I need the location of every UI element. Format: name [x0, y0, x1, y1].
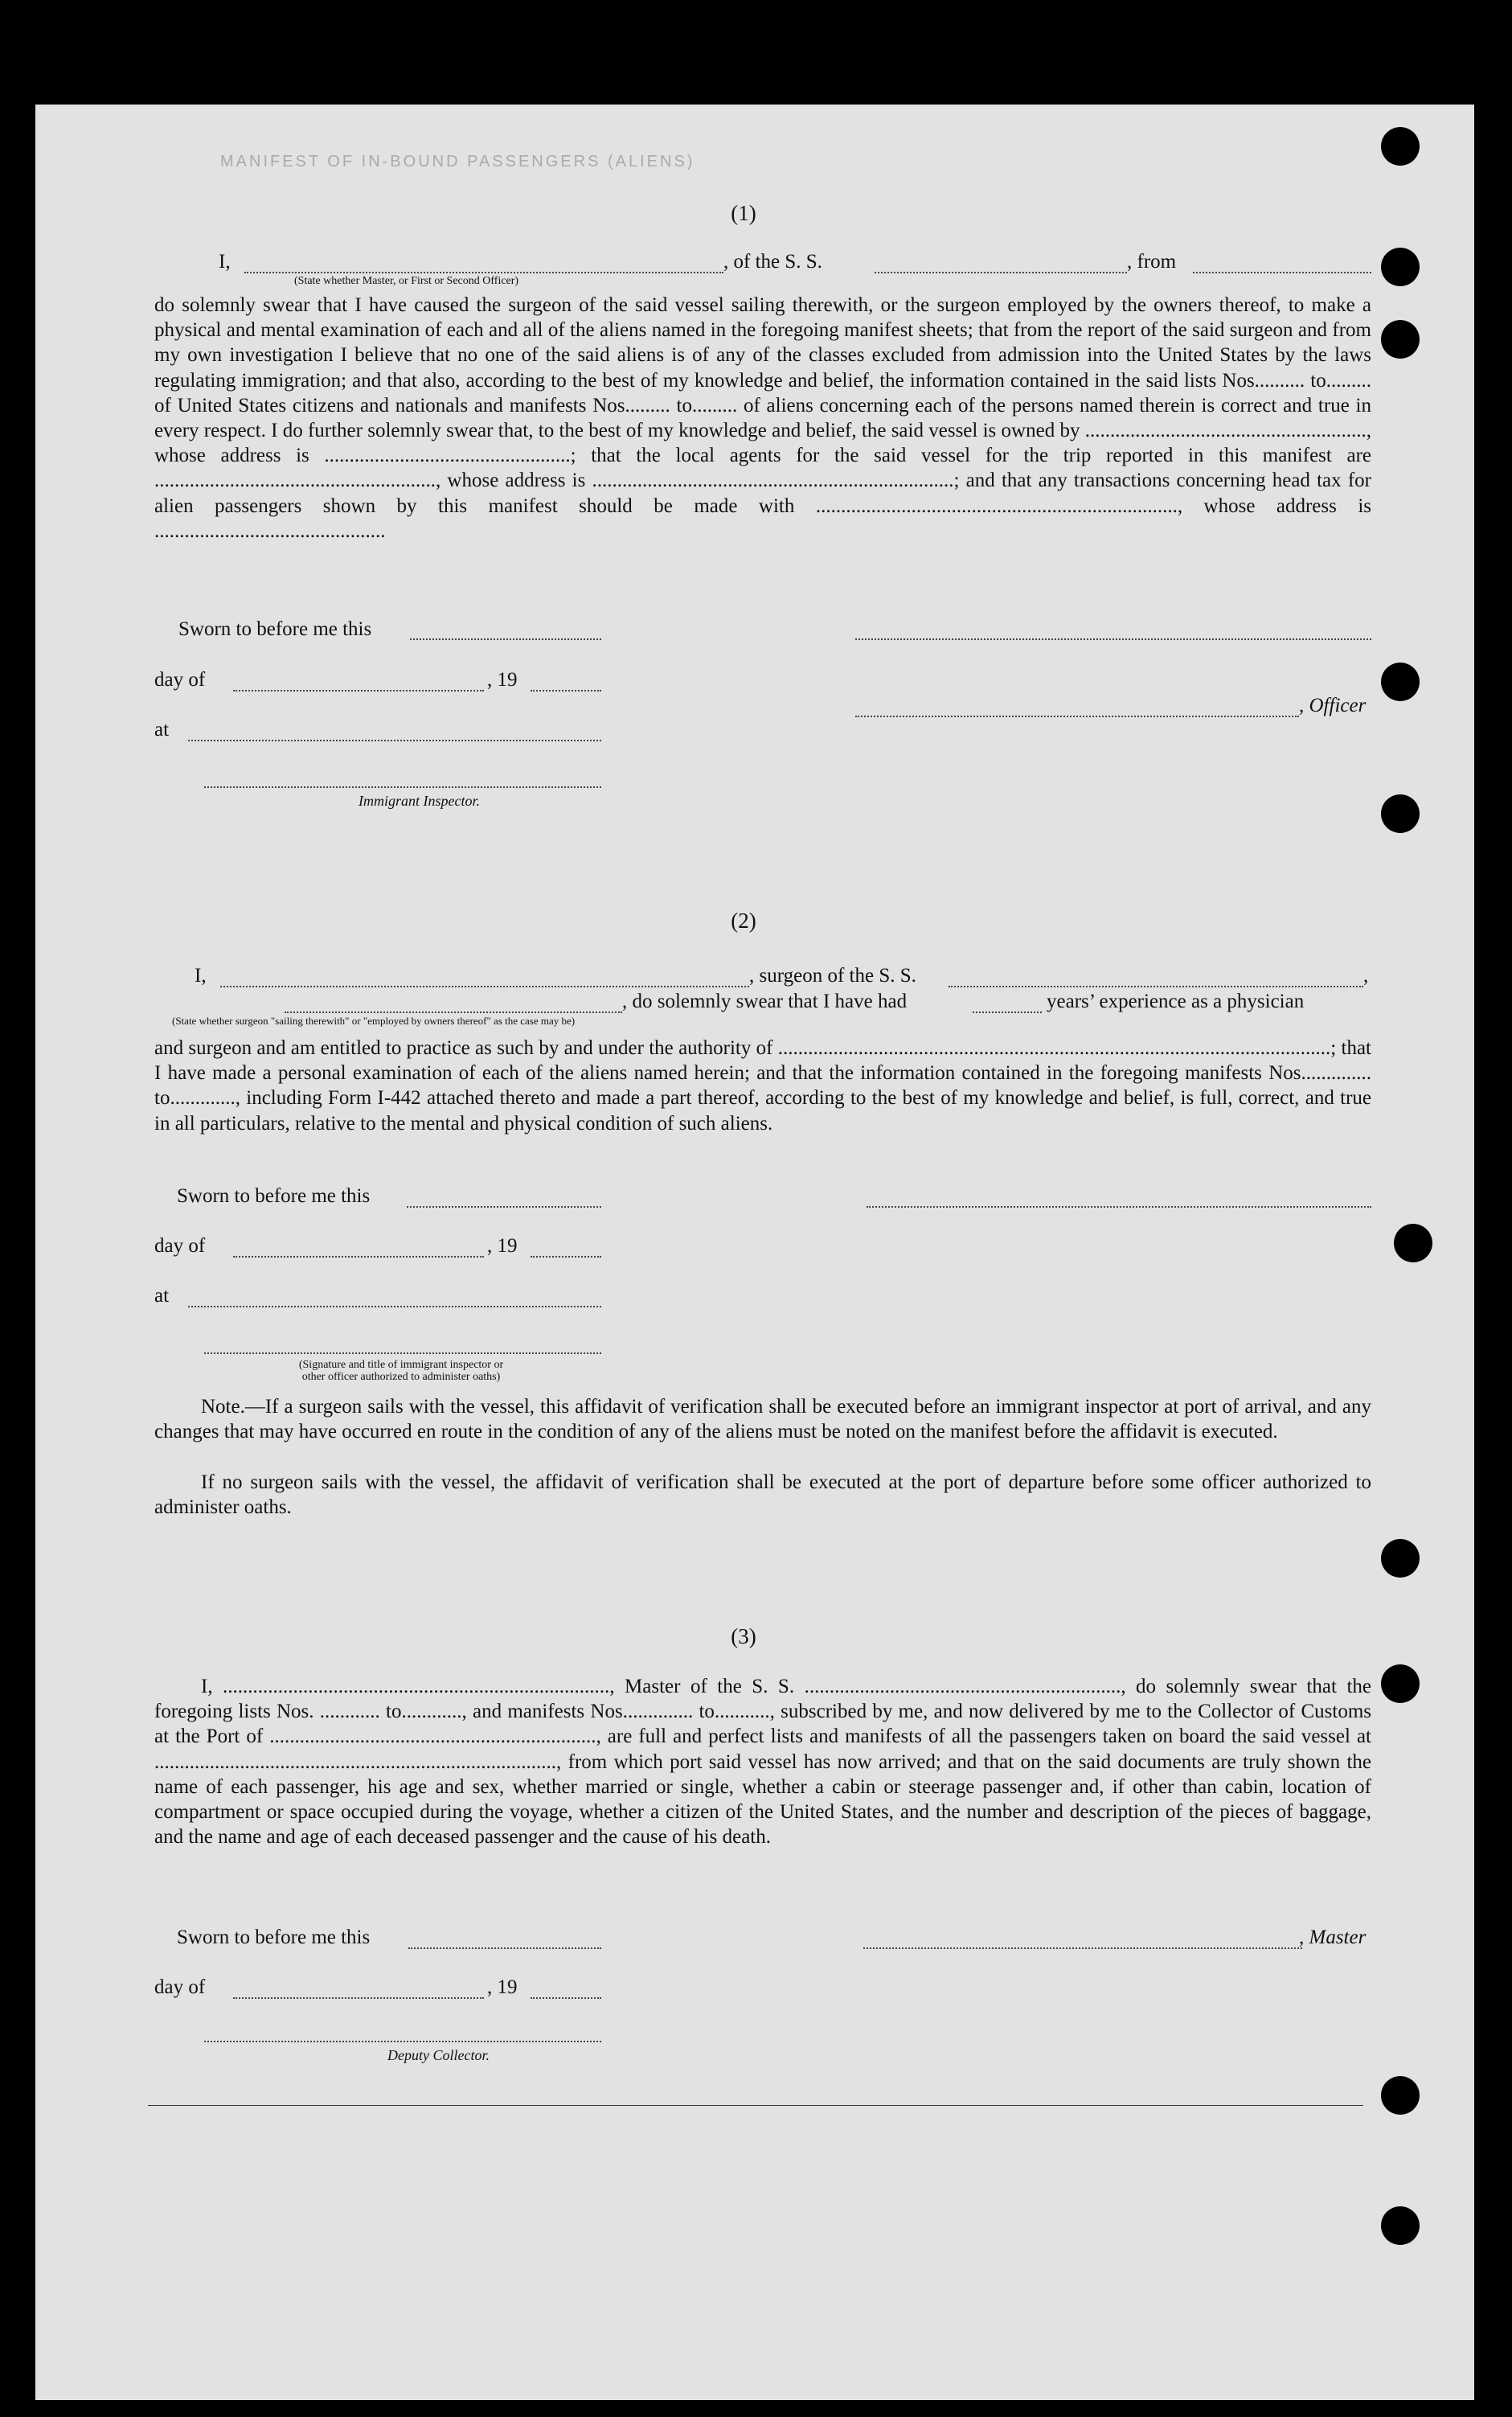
day-label: day of	[154, 1235, 206, 1257]
years-line	[973, 1012, 1042, 1013]
day-label: day of	[154, 669, 206, 691]
declarant-name-line	[244, 272, 723, 273]
vessel-label: , of the S. S.	[723, 251, 822, 273]
affidavit-master-delivery	[116, 1624, 1371, 2187]
binder-hole	[1381, 127, 1420, 166]
binder-hole	[1394, 1224, 1432, 1262]
at-label: at	[154, 1285, 170, 1307]
surgeon-name-line	[220, 986, 749, 987]
officer-signature-line	[855, 716, 1299, 717]
section-number: (3)	[731, 1624, 756, 1648]
declarant-note: (State whether Master, or First or Second Officer)	[294, 275, 519, 287]
note-paragraph: Note.—If a surgeon sails with the vessel, this affidavit of verification shall be executed before an immigrant inspector at port of arrival, and any changes that may have occurred en route in the condition of any of the aliens must be noted on the manifest before the affidavit is executed.	[154, 1396, 1371, 1443]
binder-hole	[1381, 794, 1420, 833]
section-number: (1)	[731, 201, 756, 225]
oath-body: do solemnly swear that I have caused the surgeon of the said vessel sailing therewith, or the surgeon employed by the owners thereof, to make a physical and mental examination of each and all of the aliens named in the foregoing manifest sheets; that from the report of the said surgeon and from my own investigation I believe that no one of the said aliens is of any of the classes excluded from admission into the United States by the laws regulating immigration; and that also, according to the best of my knowledge and belief, the information contained in the said lists Nos.......... to......... of United States citizens and nationals and manifests Nos......... to......... of aliens concerning each of the persons named therein is correct and true in every respect. I do further solemnly swear that, to the best of my knowledge and belief, the said vessel is owned by ........................................................, whose address is .................................................; that the local agents for the said vessel for the trip reported in this manifest are ........................................................, whose address is ........................................................................; and that any transactions concerning head tax for alien passengers shown by this manifest should be made with ........................................................................, whose address is ..............................................	[154, 294, 1371, 542]
inspector-signature-line	[204, 1352, 601, 1354]
declarant-label: I,	[219, 251, 231, 273]
bleed-through-header: MANIFEST OF IN-BOUND PASSENGERS (ALIENS)	[220, 153, 695, 170]
year-label: , 19	[487, 1976, 518, 1998]
day-line	[233, 1256, 484, 1258]
sworn-label: Sworn to before me this	[178, 618, 372, 640]
from-label: , from	[1127, 251, 1177, 273]
surgeon-note: (State whether surgeon "sailing therewith" or "employed by owners thereof" as the case may be)	[172, 1015, 576, 1027]
surgeon-status-line	[285, 1012, 622, 1013]
surgeon-label: I,	[195, 965, 207, 987]
master-label: , Master	[1299, 1927, 1367, 1948]
sworn-label: Sworn to before me this	[177, 1927, 371, 1948]
year-label: , 19	[487, 669, 518, 691]
collector-caption: Deputy Collector.	[387, 2047, 490, 2063]
from-port-line	[1193, 272, 1371, 273]
surgeon-signature-line	[867, 1206, 1371, 1208]
at-label: at	[154, 719, 170, 741]
solemnly-swear-label: , do solemnly swear that I have had	[622, 991, 908, 1012]
surgeon-vessel-label: , surgeon of the S. S.	[749, 965, 916, 987]
year-line	[531, 690, 601, 691]
binder-hole	[1381, 2076, 1420, 2115]
binder-hole	[1381, 248, 1420, 286]
binder-hole	[1381, 1539, 1420, 1578]
note-paragraph-2: If no surgeon sails with the vessel, the affidavit of verification shall be executed at the port of departure before some officer authorized to administer oaths.	[154, 1471, 1371, 1519]
binder-hole	[1381, 2206, 1420, 2245]
sworn-date-line	[408, 1947, 601, 1949]
officer-signature-upper-line	[855, 638, 1371, 640]
day-label: day of	[154, 1976, 206, 1998]
year-label: , 19	[487, 1235, 518, 1257]
affidavit-surgeon	[116, 909, 1371, 1632]
document-page	[35, 105, 1474, 2400]
sworn-date-line	[407, 1206, 601, 1208]
section-number: (2)	[731, 909, 756, 933]
binder-hole	[1381, 1664, 1420, 1703]
binder-hole	[1381, 663, 1420, 701]
at-line	[188, 740, 601, 741]
master-signature-line	[863, 1947, 1302, 1949]
inspector-signature-line	[204, 786, 601, 788]
surgeon-vessel-line	[949, 986, 1363, 987]
officer-label: , Officer	[1299, 695, 1367, 716]
sworn-label: Sworn to before me this	[177, 1185, 371, 1207]
inspector-caption: Immigrant Inspector.	[359, 793, 480, 809]
sworn-date-line	[410, 638, 601, 640]
day-line	[233, 690, 484, 691]
at-line	[188, 1306, 601, 1307]
collector-signature-line	[204, 2041, 601, 2042]
vessel-name-line	[875, 272, 1127, 273]
years-experience-label: years’ experience as a physician	[1047, 991, 1305, 1012]
bottom-rule	[148, 2105, 1363, 2106]
surgeon-oath-body: and surgeon and am entitled to practice as such by and under the authority of ..............................................................................................................; that I have made a personal examination of each of the aliens named herein; and that the information contained in the foregoing manifests Nos.............. to............., including Form I-442 attached thereto and made a part thereof, according to the best of my knowledge and belief, is full, correct, and true in all particulars, relative to the mental and physical condition of such aliens.	[154, 1037, 1371, 1135]
comma: ,	[1363, 965, 1369, 987]
year-line	[531, 1997, 601, 1999]
binder-hole	[1381, 320, 1420, 359]
affidavit-master-officer	[116, 105, 1371, 828]
day-line	[233, 1997, 484, 1999]
inspector-caption: (Signature and title of immigrant inspector or other officer authorized to administer oaths)	[298, 1359, 504, 1383]
master-oath-body: I, ............................................................................., Master of the S. S. ..............................................................., do solemnly swear that the foregoing lists Nos. ............ to............, and manifests Nos.............. to..........., subscribed by me, and now delivered by me to the Collector of Customs at the Port of ................................................................., are full and perfect lists and manifests of all the passengers taken on board the said vessel at ................................................................................, from which port said vessel has now arrived; and that on the said documents are truly shown the name of each passenger, his age and sex, whether married or single, whether a cabin or steerage passenger and, if other than cabin, location of compartment or space occupied during the voyage, whether a citizen of the United States, and the number and description of the pieces of baggage, and the name and age of each deceased passenger and the cause of his death.	[154, 1676, 1371, 1849]
year-line	[531, 1256, 601, 1258]
